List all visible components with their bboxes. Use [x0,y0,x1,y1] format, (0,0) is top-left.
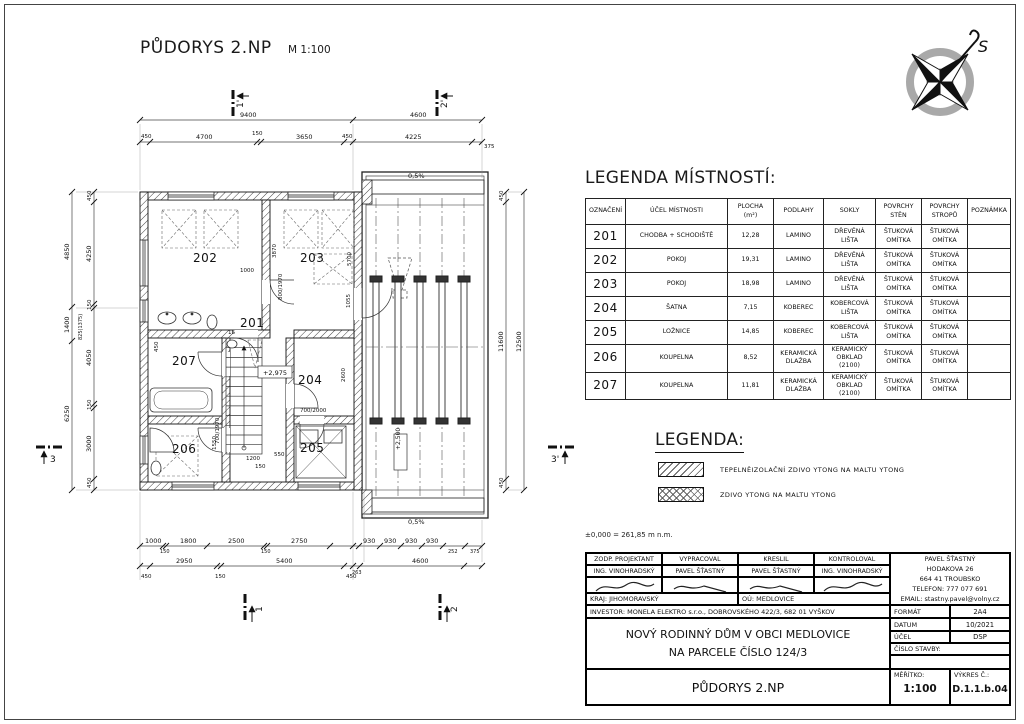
legend-item [658,462,988,477]
room-walls: ŠTUKOVÁ OMÍTKA [876,372,922,400]
room-floor: LAMINO [774,273,824,297]
svg-text:150: 150 [252,131,263,137]
room-skirting: DŘEVĚNÁ LIŠTA [824,225,876,249]
svg-text:450: 450 [141,134,152,140]
contact-phone: TELEFON: 777 077 691 [912,585,988,594]
room-id: 203 [586,273,626,297]
room-id: 202 [586,249,626,273]
room-note [968,249,1011,273]
svg-text:450: 450 [141,574,152,580]
col-header: OZNAČENÍ [586,199,626,225]
stair-level-label: +2,975 [262,369,288,377]
svg-text:6250: 6250 [63,405,71,422]
room-walls: ŠTUKOVÁ OMÍTKA [876,249,922,273]
room-floor: KOBEREC [774,321,824,345]
room-skirting: KOBERCOVÁ LIŠTA [824,297,876,321]
contact-email: EMAIL: stastny.pavel@volny.cz [900,595,1000,604]
room-floor: KERAMICKÁ DLAŽBA [774,345,824,373]
page-title: PŮDORYS 2.NP [140,38,272,58]
dimension-lines [69,117,527,580]
room-ceiling: ŠTUKOVÁ OMÍTKA [922,273,968,297]
svg-text:263: 263 [352,570,362,576]
room-area: 14,85 [728,321,774,345]
svg-text:4050: 4050 [85,349,93,366]
role-label: ZODP. PROJEKTANT [586,553,662,565]
col-header: PLOCHA (m²) [728,199,774,225]
svg-text:2950: 2950 [176,557,193,565]
room-note [968,273,1011,297]
svg-text:1000: 1000 [240,268,254,274]
svg-text:252: 252 [448,549,458,555]
project-title-line2: NA PARCELE ČÍSLO 124/3 [668,645,808,659]
room-area: 7,15 [728,297,774,321]
svg-text:4600: 4600 [410,111,427,119]
svg-text:1055: 1055 [346,294,352,308]
north-compass-icon [885,22,1000,127]
section-label-2: 2 [450,606,460,612]
drawing-number-cell [950,669,1010,705]
room-walls: ŠTUKOVÁ OMÍTKA [876,225,922,249]
room-ceiling: ŠTUKOVÁ OMÍTKA [922,297,968,321]
room-skirting: DŘEVĚNÁ LIŠTA [824,273,876,297]
svg-text:450: 450 [87,477,93,488]
role-name: ING. VINOHRADSKÝ [586,565,662,577]
role-name: PAVEL ŠŤASTNÝ [738,565,814,577]
svg-text:450: 450 [346,574,357,580]
room-walls: ŠTUKOVÁ OMÍTKA [876,273,922,297]
svg-text:930: 930 [426,537,439,545]
svg-text:5700: 5700 [347,252,353,266]
svg-text:800/1970: 800/1970 [278,273,284,300]
terrace [362,172,488,518]
section-label-3p: 3' [551,455,560,465]
contact-city: 664 41 TROUBSKO [919,574,981,583]
elevation-note: ±0,000 = 261,85 m n.m. [585,531,673,539]
room-ceiling: ŠTUKOVÁ OMÍTKA [922,372,968,400]
svg-text:150: 150 [255,464,266,470]
room-skirting: DŘEVĚNÁ LIŠTA [824,249,876,273]
room-skirting: KERAMICKÝ OBKLAD (2100) [824,372,876,400]
section-label-1: 1 [255,606,265,612]
svg-text:150: 150 [87,399,93,410]
col-header: POZNÁMKA [968,199,1011,225]
slope-label-bottom: 0,5% [408,518,425,526]
svg-text:450: 450 [342,134,353,140]
col-header: PODLAHY [774,199,824,225]
svg-text:3000: 3000 [85,435,93,452]
scale-cell [890,669,950,705]
svg-text:450: 450 [499,477,505,488]
room-walls: ŠTUKOVÁ OMÍTKA [876,345,922,373]
building-number-label: ČÍSLO STAVBY: [890,643,1010,655]
room-use: KOUPELNA [626,372,728,400]
col-header: POVRCHY STĚN [876,199,922,225]
investor-cell: INVESTOR: MONELA ELEKTRO s.r.o., DOBROVSKÉHO 422/3, 682 01 VYŠKOV [586,605,890,618]
col-header: POVRCHY STROPŮ [922,199,968,225]
svg-text:150: 150 [87,299,93,310]
room-id: 207 [586,372,626,400]
room-floor: LAMINO [774,225,824,249]
room-area: 19,31 [728,249,774,273]
room-legend-heading: LEGENDA MÍSTNOSTÍ: [585,168,776,188]
room-id: 201 [586,225,626,249]
room-floor: LAMINO [774,249,824,273]
room-note [968,345,1011,373]
terrace-level-label: +2,500 [395,427,402,450]
table-row [586,249,1011,273]
room-ceiling: ŠTUKOVÁ OMÍTKA [922,345,968,373]
svg-text:550: 550 [274,452,285,458]
room-note [968,372,1011,400]
role-label: VYPRACOVAL [662,553,738,565]
svg-text:450: 450 [154,341,160,352]
svg-text:1000: 1000 [145,537,162,545]
hatch-cross-swatch [658,487,704,502]
room-label-204: 204 [298,373,323,387]
role-label: KRESLIL [738,553,814,565]
contact-street: HODAKOVA 26 [926,564,974,573]
svg-text:1800: 1800 [180,537,197,545]
room-label-205: 205 [300,441,325,455]
room-id: 205 [586,321,626,345]
svg-text:4700: 4700 [196,133,213,141]
room-use: CHODBA + SCHODIŠTĚ [626,225,728,249]
drawing-title-cell: PŮDORYS 2.NP [586,669,890,705]
room-use: ŠATNA [626,297,728,321]
room-walls: ŠTUKOVÁ OMÍTKA [876,297,922,321]
room-note [968,297,1011,321]
project-title-line1: NOVÝ RODINNÝ DŮM V OBCI MEDLOVICE [625,627,851,641]
svg-text:450: 450 [499,190,505,201]
contact-name: PAVEL ŠŤASTNÝ [924,554,976,563]
format-label: FORMÁT [890,605,950,618]
format-value: 2A4 [950,605,1010,618]
table-row [586,273,1011,297]
slope-label-top: 0,5% [408,172,425,180]
municipality-cell: OÚ: MEDLOVICE [738,593,890,605]
section-label-2p: 2' [440,99,450,108]
legend-item-label: ZDIVO YTONG NA MALTU YTONG [720,490,837,499]
purpose-label: ÚČEL [890,631,950,643]
svg-text:150: 150 [261,549,271,555]
room-ceiling: ŠTUKOVÁ OMÍTKA [922,249,968,273]
table-row [586,297,1011,321]
svg-text:375: 375 [484,144,495,150]
project-title [586,618,890,669]
room-note [968,225,1011,249]
legend-item-label: TEPELNĚIZOLAČNÍ ZDIVO YTONG NA MALTU YTONG [720,465,905,474]
room-label-202: 202 [193,251,218,265]
svg-text:450: 450 [87,190,93,201]
room-ceiling: ŠTUKOVÁ OMÍTKA [922,225,968,249]
room-note [968,321,1011,345]
terrace-beams [366,198,484,496]
svg-text:825(1375): 825(1375) [78,313,84,340]
room-label-203: 203 [300,251,325,265]
room-legend-header [586,199,1011,225]
room-floor: KOBEREC [774,297,824,321]
svg-text:1200: 1200 [246,456,260,462]
svg-text:4600: 4600 [412,557,429,565]
room-area: 8,52 [728,345,774,373]
section-label-3: 3 [50,455,56,465]
signature [586,577,662,593]
svg-text:4225: 4225 [405,133,422,141]
region-cell: KRAJ: JIHOMORAVSKÝ [586,593,738,605]
room-area: 11,81 [728,372,774,400]
svg-text:150: 150 [215,574,226,580]
room-area: 18,98 [728,273,774,297]
scale-label: MĚŘÍTKO: [894,672,925,679]
signature [662,577,738,593]
svg-text:375: 375 [470,549,480,555]
svg-text:3870: 3870 [272,244,278,258]
svg-text:1400: 1400 [63,316,71,333]
material-legend-heading: LEGENDA: [655,430,744,453]
table-row [586,345,1011,373]
table-row [586,372,1011,400]
svg-text:1550: 1550 [212,436,218,450]
room-floor: KERAMICKÁ DLAŽBA [774,372,824,400]
table-row [586,321,1011,345]
date-value: 10/2021 [950,618,1010,631]
svg-text:700/2000: 700/2000 [300,408,327,414]
material-legend [658,462,988,512]
svg-text:4850: 4850 [63,243,71,260]
svg-text:930: 930 [363,537,376,545]
drawing-number-label: VÝKRES Č.: [954,672,990,679]
signature [738,577,814,593]
room-skirting: KERAMICKÝ OBKLAD (2100) [824,345,876,373]
room-label-201: 201 [240,316,265,330]
room-id: 204 [586,297,626,321]
role-label: KONTROLOVAL [814,553,890,565]
role-name: PAVEL ŠŤASTNÝ [662,565,738,577]
room-area: 12,28 [728,225,774,249]
svg-text:11600: 11600 [497,331,505,352]
room-use: POKOJ [626,273,728,297]
svg-text:930: 930 [384,537,397,545]
scale-value: 1:100 [903,683,937,695]
room-use: LOŽNICE [626,321,728,345]
svg-text:150: 150 [160,549,170,555]
scale-note: M 1:100 [288,44,331,56]
svg-text:3650: 3650 [296,133,313,141]
col-header: ÚČEL MÍSTNOSTI [626,199,728,225]
svg-text:4250: 4250 [85,245,93,262]
signature [814,577,890,593]
date-label: DATUM [890,618,950,631]
room-use: POKOJ [626,249,728,273]
legend-item [658,487,988,502]
title-block [585,552,1011,706]
stairs [226,338,262,454]
room-ceiling: ŠTUKOVÁ OMÍTKA [922,321,968,345]
room-skirting: KOBERCOVÁ LIŠTA [824,321,876,345]
table-row [586,225,1011,249]
empty-cell [890,655,1010,669]
svg-text:5400: 5400 [276,557,293,565]
svg-text:2750: 2750 [291,537,308,545]
drawing-number-value: D.1.1.b.04 [952,684,1008,695]
designer-contact [890,553,1010,605]
col-header: SOKLY [824,199,876,225]
room-legend-table [585,198,1011,400]
section-label-1p: 1' [236,99,246,108]
svg-text:700/1970: 700/1970 [215,417,221,444]
room-label-206: 206 [172,442,197,456]
role-name: ING. VINOHRADSKÝ [814,565,890,577]
room-label-207: 207 [172,354,197,368]
room-walls: ŠTUKOVÁ OMÍTKA [876,321,922,345]
svg-text:12500: 12500 [515,331,523,352]
svg-text:930: 930 [405,537,418,545]
north-letter: S [978,37,989,56]
purpose-value: DSP [950,631,1010,643]
svg-text:9400: 9400 [240,111,257,119]
svg-text:2500: 2500 [228,537,245,545]
room-id: 206 [586,345,626,373]
svg-text:2600: 2600 [341,368,347,382]
stair-count-label: 16 [228,330,235,336]
hatch-diagonal-swatch [658,462,704,477]
room-use: KOUPELNA [626,345,728,373]
